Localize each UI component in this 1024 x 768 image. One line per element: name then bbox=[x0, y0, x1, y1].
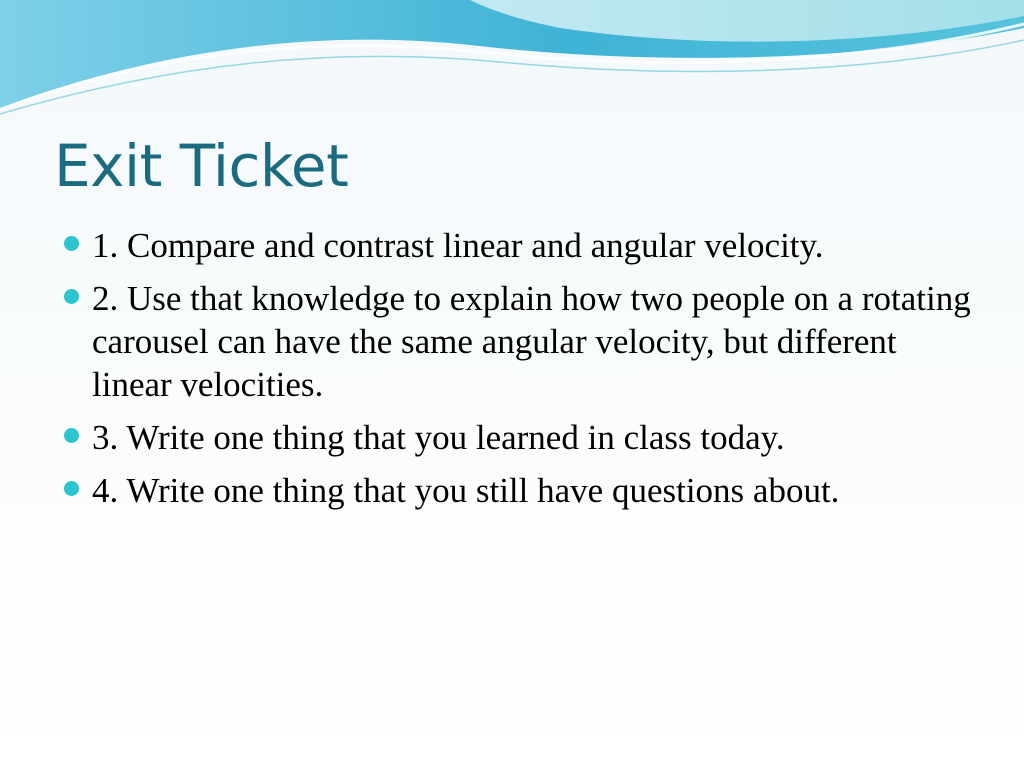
bullet-item-1 bbox=[62, 224, 982, 267]
bullet-dot-icon bbox=[64, 236, 79, 251]
bullet-text: 2. Use that knowledge to explain how two people on a rotating carousel can have the same angular velocity, but different linear velocities. bbox=[92, 279, 971, 404]
bullet-item-4 bbox=[62, 469, 982, 512]
bullet-dot-icon bbox=[64, 481, 79, 496]
slide-title: Exit Ticket bbox=[54, 132, 349, 200]
bullet-list bbox=[62, 224, 982, 522]
bullet-item-2 bbox=[62, 277, 982, 406]
wave-header-decoration bbox=[0, 0, 1024, 120]
bullet-text: 4. Write one thing that you still have questions about. bbox=[92, 471, 840, 510]
bullet-dot-icon bbox=[64, 428, 79, 443]
bullet-item-3 bbox=[62, 416, 982, 459]
bullet-text: 3. Write one thing that you learned in class today. bbox=[92, 418, 785, 457]
bullet-dot-icon bbox=[64, 289, 79, 304]
bullet-text: 1. Compare and contrast linear and angular velocity. bbox=[92, 226, 824, 265]
